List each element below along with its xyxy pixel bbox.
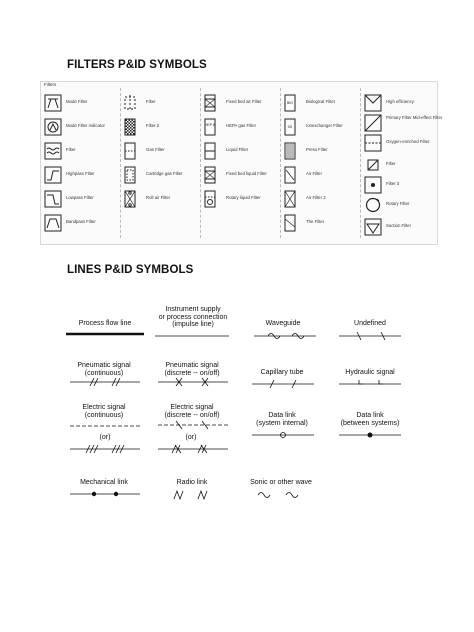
filter-label: Gas Filter <box>146 147 165 152</box>
gas-filter-icon <box>124 142 136 160</box>
column-divider <box>360 88 362 238</box>
cartridge-gas-filter-icon <box>124 166 136 184</box>
filter-symbol-row <box>364 194 442 214</box>
filter-symbol-row <box>44 116 122 138</box>
filter-label: Filter 2 <box>146 123 160 128</box>
filters-column-2 <box>124 92 202 242</box>
filter-label: Lowpass Filter <box>66 195 94 200</box>
filter-symbol-row <box>44 164 122 186</box>
datalink-between-line-2: (between systems) <box>340 419 400 427</box>
datalink-internal-symbol <box>252 430 314 440</box>
pneumatic-signal-symbol <box>70 377 140 387</box>
datalink-between-symbol <box>339 430 401 440</box>
liquid-filter-icon <box>204 142 216 160</box>
pneumatic-line-1: Pneumatic signal <box>77 362 131 369</box>
filter-symbol-row <box>284 140 362 162</box>
electric-discrete-label <box>150 404 234 419</box>
press-filter-icon <box>284 142 296 160</box>
hydraulic-signal-symbol <box>339 379 401 389</box>
filter-symbol-row <box>364 216 442 236</box>
biological-filter-icon <box>284 94 296 112</box>
filter-label: Bandpass Filter <box>66 219 96 224</box>
filter-label: Air Filter 2 <box>306 195 326 200</box>
filter-symbol-row <box>364 154 442 174</box>
electric-label <box>64 404 144 419</box>
bandpass-filter-icon <box>44 214 62 232</box>
pneumatic-discrete-symbol <box>158 377 228 387</box>
roll-air-filter-icon <box>124 190 136 208</box>
mode-filter-icon <box>44 94 62 112</box>
filter-label: Ionexchanger Filter <box>306 123 343 128</box>
hepa-gas-filter-icon <box>204 118 216 136</box>
filter-small-icon <box>364 156 382 174</box>
waveguide-label: Waveguide <box>265 320 301 327</box>
filter-symbol-row <box>284 92 362 114</box>
mechanical-label: Mechanical link <box>80 479 128 486</box>
filter-symbol-row <box>204 164 282 186</box>
filter-symbol-row <box>124 164 202 186</box>
filter-symbol-row <box>204 140 282 162</box>
filter-label: Primary Filter Mid-effect Filter <box>386 115 443 120</box>
electric-discrete-symbol <box>158 420 228 430</box>
svg-text:IOI: IOI <box>287 125 293 129</box>
filters-column-3 <box>204 92 282 242</box>
filter-symbol-row <box>44 140 122 162</box>
hydraulic-label: Hydraulic signal <box>345 369 395 376</box>
the-filter-icon <box>284 214 296 232</box>
electric-discrete-line-1: Electric signal <box>170 404 214 411</box>
undefined-line-symbol <box>339 331 401 341</box>
filters-column-1 <box>44 92 122 242</box>
process-flow-label: Process flow line <box>78 320 132 327</box>
filter-label: Air Filter <box>306 171 322 176</box>
electric-signal-alt-symbol <box>70 444 140 454</box>
filter-symbol-row <box>124 92 202 114</box>
capillary-label: Capillary tube <box>260 369 304 376</box>
mode-filter-indicator-icon <box>44 118 62 136</box>
filter-label: HEPA gas Filter <box>226 123 257 128</box>
waveguide-line-symbol <box>254 331 316 341</box>
datalink-internal-label <box>246 412 318 427</box>
pneumatic-line-2: (continuous) <box>84 369 124 377</box>
rotary-liquid-filter-icon <box>204 190 216 208</box>
instrument-supply-line-3: (impulse line) <box>172 321 214 328</box>
filter-label: Filter <box>66 147 76 152</box>
suction-filter-icon <box>364 218 382 236</box>
filter-symbol-row <box>364 112 442 132</box>
air-filter-icon <box>284 166 296 184</box>
filter-label: Liquid Filter <box>226 147 249 152</box>
instrument-supply-line-1: Instrument supply <box>165 306 221 313</box>
datalink-internal-line-2: (system internal) <box>256 419 308 427</box>
instrument-supply-line-symbol <box>155 334 229 338</box>
electric-discrete-alt-symbol <box>158 444 228 454</box>
filter-symbol-row <box>284 212 362 234</box>
pneumatic-discrete-line-2: (discrete -- on/off) <box>164 369 220 377</box>
radio-label: Radio link <box>176 479 208 486</box>
filter-label: Fixed bed air Filter <box>226 99 262 104</box>
sonic-wave-symbol <box>252 489 312 499</box>
fixed-bed-liquid-filter-icon <box>204 166 216 184</box>
capillary-tube-symbol <box>252 379 314 389</box>
filters-caption: Filters <box>44 82 57 87</box>
process-flow-line-symbol <box>66 331 144 337</box>
filter-symbol-row <box>204 188 282 210</box>
filter-symbol-row <box>124 140 202 162</box>
pneumatic-discrete-label <box>150 362 234 377</box>
filter-wave-icon <box>44 142 62 160</box>
pneumatic-label <box>64 362 144 377</box>
filter-symbol-row <box>44 212 122 234</box>
undefined-label: Undefined <box>354 320 386 327</box>
filter-label: Filter 3 <box>386 181 400 186</box>
high-efficiency-filter-icon <box>364 94 382 112</box>
filter-dashed-icon <box>124 94 136 112</box>
electric-signal-symbol <box>70 424 140 428</box>
electric-or-label: (or) <box>99 434 111 441</box>
datalink-between-line-1: Data link <box>356 412 384 419</box>
filter-symbol-row <box>44 188 122 210</box>
filter-symbol-row <box>284 164 362 186</box>
filter-label: Roll air Filter <box>146 195 171 200</box>
filter-symbol-row <box>284 188 362 210</box>
lowpass-filter-icon <box>44 190 62 208</box>
rotary-filter-icon <box>364 196 382 214</box>
filter-label: High efficiency <box>386 99 414 104</box>
svg-text:BIO: BIO <box>286 101 294 105</box>
air-filter-2-icon <box>284 190 296 208</box>
filter-label: Press Filter <box>306 147 328 152</box>
electric-line-2: (continuous) <box>84 411 124 419</box>
radio-link-symbol <box>170 489 214 501</box>
filter-symbol-row <box>364 92 442 112</box>
mechanical-link-symbol <box>70 489 140 499</box>
fixed-bed-air-filter-icon <box>204 94 216 112</box>
primary-filter-icon <box>364 114 382 132</box>
electric-discrete-or-label: (or) <box>185 434 197 441</box>
hepa-text: HEP A <box>204 123 216 127</box>
filter-label: Filter <box>386 161 396 166</box>
filter-label: Filter <box>146 99 156 104</box>
filter-symbol-row <box>364 174 442 194</box>
datalink-internal-line-1: Data link <box>268 412 296 419</box>
filter-label: Rotary liquid Filter <box>226 195 261 200</box>
sonic-label: Sonic or other wave <box>250 479 312 486</box>
filter-label: Rotary Filter <box>386 201 410 206</box>
filter-symbol-row <box>44 92 122 114</box>
filter-2-icon <box>124 118 136 136</box>
filter-symbol-row <box>364 132 442 152</box>
instrument-supply-label <box>146 306 240 329</box>
filter-symbol-row <box>284 116 362 138</box>
filter-label: Mode Filter indicator <box>66 123 105 128</box>
ionexchanger-filter-icon <box>284 118 296 136</box>
filters-column-5 <box>364 92 442 242</box>
filters-title: FILTERS P&ID SYMBOLS <box>67 59 207 71</box>
filter-label: Biological Filter <box>306 99 336 104</box>
column-divider <box>200 88 202 238</box>
filter-symbol-row <box>124 188 202 210</box>
electric-discrete-line-2: (discrete -- on/off) <box>164 411 220 419</box>
highpass-filter-icon <box>44 166 62 184</box>
filters-symbol-table <box>40 81 443 245</box>
filter-label: Cartridge gas Filter <box>146 171 183 176</box>
filter-label: Highpass Filter <box>66 171 95 176</box>
oxygen-enriched-filter-icon <box>364 134 382 152</box>
column-divider <box>120 88 122 238</box>
filter-label: Oxygen-enriched Filter <box>386 139 430 144</box>
electric-line-1: Electric signal <box>82 404 126 411</box>
lines-title: LINES P&ID SYMBOLS <box>67 264 194 276</box>
filter-3-icon <box>364 176 382 194</box>
datalink-between-label <box>334 412 406 427</box>
filter-label: The Filter <box>306 219 325 224</box>
filter-label: Suction Filter <box>386 223 412 228</box>
filters-column-4 <box>284 92 362 242</box>
pneumatic-discrete-line-1: Pneumatic signal <box>165 362 219 369</box>
instrument-supply-line-2: or process connection <box>158 313 228 321</box>
column-divider <box>280 88 282 238</box>
filter-symbol-row <box>204 92 282 114</box>
filter-label: Fixed bed liquid Filter <box>226 171 267 176</box>
filter-label: Mode Filter <box>66 99 88 104</box>
filter-symbol-row <box>124 116 202 138</box>
filter-symbol-row <box>204 116 282 138</box>
